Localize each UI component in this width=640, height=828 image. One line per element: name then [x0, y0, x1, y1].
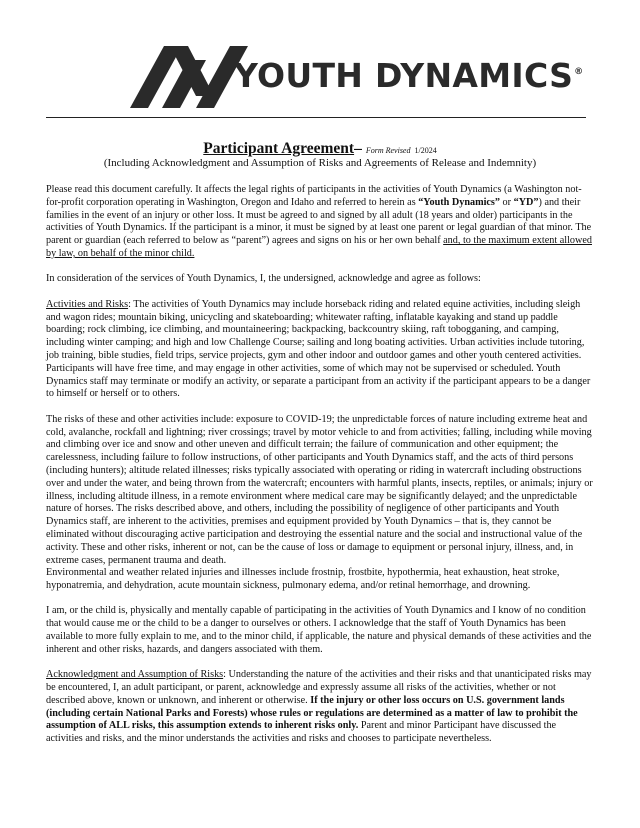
revised-label: Form Revised [365, 146, 411, 155]
registered-mark: ® [574, 67, 584, 77]
risks-paragraph: The risks of these and other activities include: exposure to COVID-19; the unpredictable forces of nature including extreme heat and cold, avalanche, rockfall and lightning; river crossings; travel by motor vehicle to and from activities; falling, including while moving and climbing over ice and snow and other uneven and difficult terrain; the failure of communication and other equipment; the carelessness, including failure to follow instructions, of other participants and Youth Dynamics staff, and the acts of third persons (including hunters); altitude related illnesses; risks typically associated with operating or riding in watercraft including obstructions over and under the water, and being thrown from the watercraft; encounters with harmful plants, insects, reptiles, or animals; injury or illness, including altitude illness, in a remote environment where medical care may be significantly delayed; and the unpredictable nature of horses. The risks described above, and others, including the possibility of negligence of other participants and Youth Dynamics staff, are inherent to the activities, premises and equipment provided by Youth Dynamics – that is, they cannot be eliminated without discouraging active participation and destroying the essential nature and the social and instructional value of the activity. These and other risks, inherent or not, can be the cause of loss or damage to equipment or personal injury, illness, and, in extreme cases, permanent trauma and death. [46, 413, 593, 566]
acknowledgment-paragraph: Acknowledgment and Assumption of Risks: Understanding the nature of the activities and their risks and that unanticipated risks may be encountered, I, an adult participant, or parent, acknowledge and expressly assume all risks of the activities, whether or not described above, known or unknown, and inherent or otherwise. If the injury or other loss occurs on U.S. government lands (including certain National Parks and Forests) whose rules or regulations are determined as a matter of law to prohibit the assumption of ALL risks, this assumption extends to inherent risks only. Parent and minor Participant have discussed the activities and risks, and the minor understands the activities and risks and chooses to participate nevertheless. [46, 669, 592, 745]
brand-wordmark: YOUTH DYNAMICS® [234, 56, 584, 95]
environmental-paragraph: Environmental and weather related injuries and illnesses include frostnip, frostbite, hypothermia, heat exhaustion, heat stroke, hyponatremia, and dehydration, acute mountain sickness, pulmonary edema, and/or retinal hemorrhage, and drowning. [46, 567, 560, 592]
intro-paragraph: Please read this document carefully. It affects the legal rights of participants in the activities of Youth Dynamics (a Washington not-for-profit corporation operating in Washington, Oregon and Idaho and referred to herein as “Youth Dynamics” or “YD”) and their families in the event of an injury or other loss. It must be agreed to and signed by all adult (18 years and older) participants in the activities of Youth Dynamics. If the participant is a minor, it must be signed by at least one parent or legal guardian of that minor. The parent or guardian (each referred to below as “parent”) agrees and signs on his or her own behalf and, to the maximum extent allowed by law, on behalf of the minor child. [46, 184, 592, 259]
header-divider [46, 117, 586, 118]
agreement-body [46, 184, 594, 759]
consideration-paragraph: In consideration of the services of Youth Dynamics, I, the undersigned, acknowledge and agree as follows: [46, 273, 481, 285]
activities-heading: Activities and Risks [46, 298, 129, 310]
capability-paragraph: I am, or the child is, physically and mentally capable of participating in the activities of Youth Dynamics and I know of no condition that would cause me or the child to be a danger to ourselves or others. I acknowledge that the staff of Youth Dynamics has been available to more fully explain to me, and to the minor child, if applicable, the nature and physical demands of these activities and the inherent and other risks, hazards, and dangers associated with them. [46, 605, 592, 655]
document-subtitle: (Including Acknowledgment and Assumption of Risks and Agreements of Release and Indemnity) [103, 157, 537, 169]
title-main: Participant Agreement [203, 140, 355, 157]
revised-date: 1/2024 [414, 146, 437, 155]
document-title: Participant Agreement– Form Revised 1/2024 [203, 140, 437, 157]
activities-paragraph: Activities and Risks: The activities of Youth Dynamics may include horseback riding and related equine activities, including sleigh and wagon rides; mountain biking, unicycling and skateboarding; whitewater rafting, inflatable kayaking and stand up paddle boarding; rock climbing, ice climbing, and mountaineering; backpacking, backcountry skiing, raft tobogganing, and camping, including winter camping; and high and low Challenge Course; sailing and long boating activities. Urban activities include tutoring, job training, bible studies, field trips, service projects, gym and other indoor and outdoor games and other youth centered activities. Participants will have free time, and may engage in other activities, some of which may not be supervised or scheduled. Youth Dynamics staff may terminate or modify an activity, or separate a participant from an activity if the participant appears to be a danger to himself or herself or to others. [46, 298, 591, 400]
acknowledgment-heading: Acknowledgment and Assumption of Risks [46, 669, 224, 681]
